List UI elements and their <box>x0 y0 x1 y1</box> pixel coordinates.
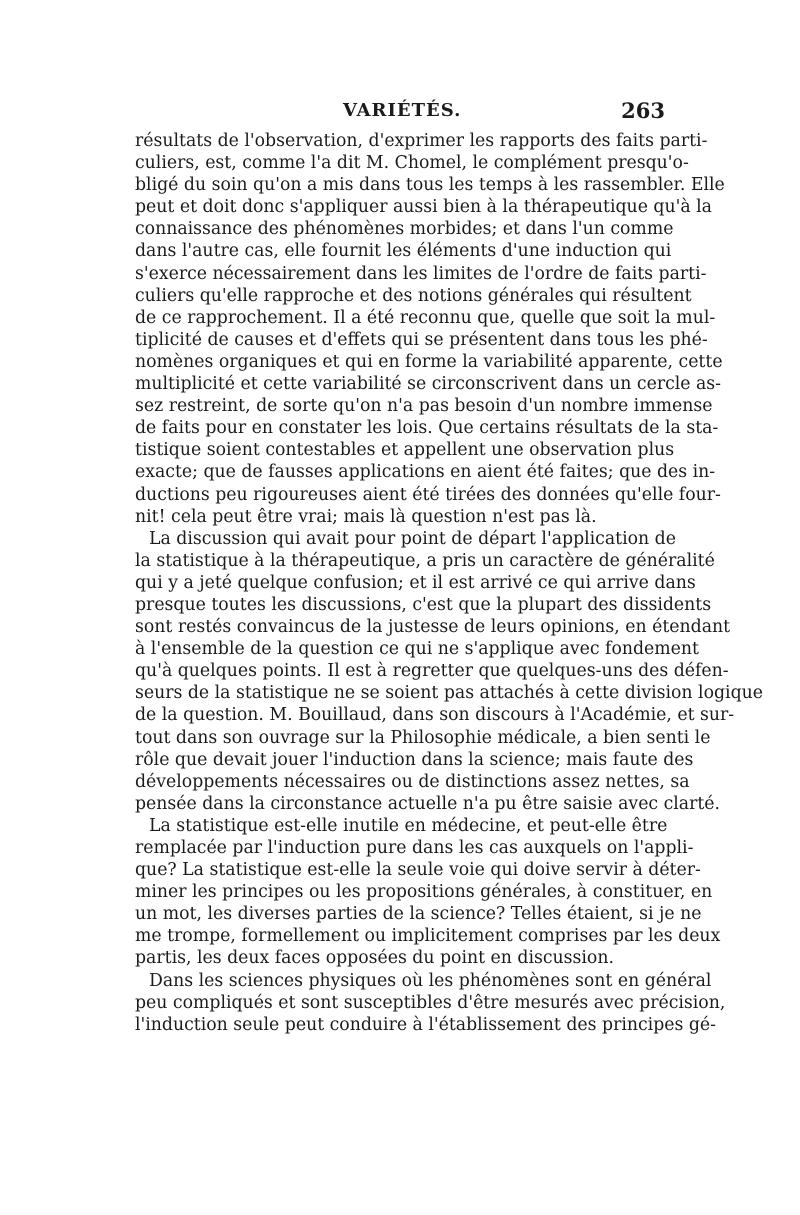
text-line: La discussion qui avait pour point de départ l'application de <box>149 528 676 549</box>
text-line: dans l'autre cas, elle fournit les éléments d'une induction qui <box>135 241 672 262</box>
text-line: pensée dans la circonstance actuelle n'a pu être saisie avec clarté. <box>135 793 721 814</box>
text-line: rôle que devait jouer l'induction dans la science; mais faute des <box>135 749 694 770</box>
text-line: remplacée par l'induction pure dans les cas auxquels on l'appli- <box>135 838 694 858</box>
text-line: connaissance des phénomènes morbides; et dans l'un comme <box>135 219 674 240</box>
text-line: de ce rapprochement. Il a été reconnu que, quelle que soit la mul- <box>135 307 716 328</box>
text-line: Dans les sciences physiques où les phénomènes sont en général <box>149 970 712 991</box>
text-line: s'exerce nécessairement dans les limites de l'ordre de faits parti- <box>135 263 707 284</box>
text-line: nit! cela peut être vrai; mais là question n'est pas là. <box>135 506 597 527</box>
text-line: miner les principes ou les propositions générales, à constituer, en <box>135 882 713 903</box>
text-line: de la question. M. Bouillaud, dans son discours à l'Académie, et sur- <box>135 705 735 726</box>
text-line: culiers, est, comme l'a dit M. Chomel, le complément presqu'o- <box>135 153 689 174</box>
text-line: ductions peu rigoureuses aient été tirées des données qu'elle four- <box>135 484 721 505</box>
text-line: que? La statistique est-elle la seule voie qui doive servir à déter- <box>135 860 701 881</box>
text-line: développements nécessaires ou de distinctions assez nettes, sa <box>135 771 690 792</box>
text-line: la statistique à la thérapeutique, a pris un caractère de généralité <box>135 550 715 571</box>
text-line: nomènes organiques et qui en forme la variabilité apparente, cette <box>135 351 723 372</box>
text-line: l'induction seule peut conduire à l'établissement des principes gé- <box>135 1014 716 1035</box>
running-head <box>135 98 665 126</box>
text-line: à l'ensemble de la question ce qui ne s'applique avec fondement <box>135 639 699 660</box>
text-line: résultats de l'observation, d'exprimer les rapports des faits parti- <box>135 131 708 151</box>
text-line: tout dans son ouvrage sur la Philosophie médicale, a bien senti le <box>135 727 711 748</box>
text-line: qui y a jeté quelque confusion; et il est arrivé ce qui arrive dans <box>135 572 696 593</box>
text-line: seurs de la statistique ne se soient pas attachés à cette division logique <box>135 683 763 704</box>
text-line: La statistique est-elle inutile en médecine, et peut-elle être <box>149 815 668 836</box>
text-line: qu'à quelques points. Il est à regretter que quelques-uns des défen- <box>135 661 729 682</box>
text-line: peut et doit donc s'appliquer aussi bien à la thérapeutique qu'à la <box>135 197 712 218</box>
text-line: bligé du soin qu'on a mis dans tous les temps à les rassembler. Elle <box>135 175 725 196</box>
text-line: multiplicité et cette variabilité se circonscrivent dans un cercle as- <box>135 374 722 395</box>
text-line: presque toutes les discussions, c'est que la plupart des dissidents <box>135 594 712 615</box>
text-line: partis, les deux faces opposées du point en discussion. <box>135 948 614 969</box>
page-number: 263 <box>621 98 665 123</box>
text-line: tiplicité de causes et d'effets qui se présentent dans tous les phé- <box>135 329 708 350</box>
running-title: VARIÉTÉS. <box>343 100 462 121</box>
text-line: un mot, les diverses parties de la science? Telles étaient, si je ne <box>135 904 702 925</box>
text-line: sont restés convaincus de la justesse de leurs opinions, en étendant <box>135 617 731 638</box>
text-line: exacte; que de fausses applications en aient été faites; que des in- <box>135 462 716 483</box>
text-line: peu compliqués et sont susceptibles d'être mesurés avec précision, <box>135 992 726 1013</box>
body-text <box>135 130 763 1036</box>
text-line: me trompe, formellement ou implicitement comprises par les deux <box>135 926 721 947</box>
text-line: tistique soient contestables et appellent une observation plus <box>135 440 675 461</box>
text-line: sez restreint, de sorte qu'on n'a pas besoin d'un nombre immense <box>135 396 713 417</box>
text-line: de faits pour en constater les lois. Que certains résultats de la sta- <box>135 418 719 439</box>
text-line: culiers qu'elle rapproche et des notions générales qui résultent <box>135 285 692 306</box>
